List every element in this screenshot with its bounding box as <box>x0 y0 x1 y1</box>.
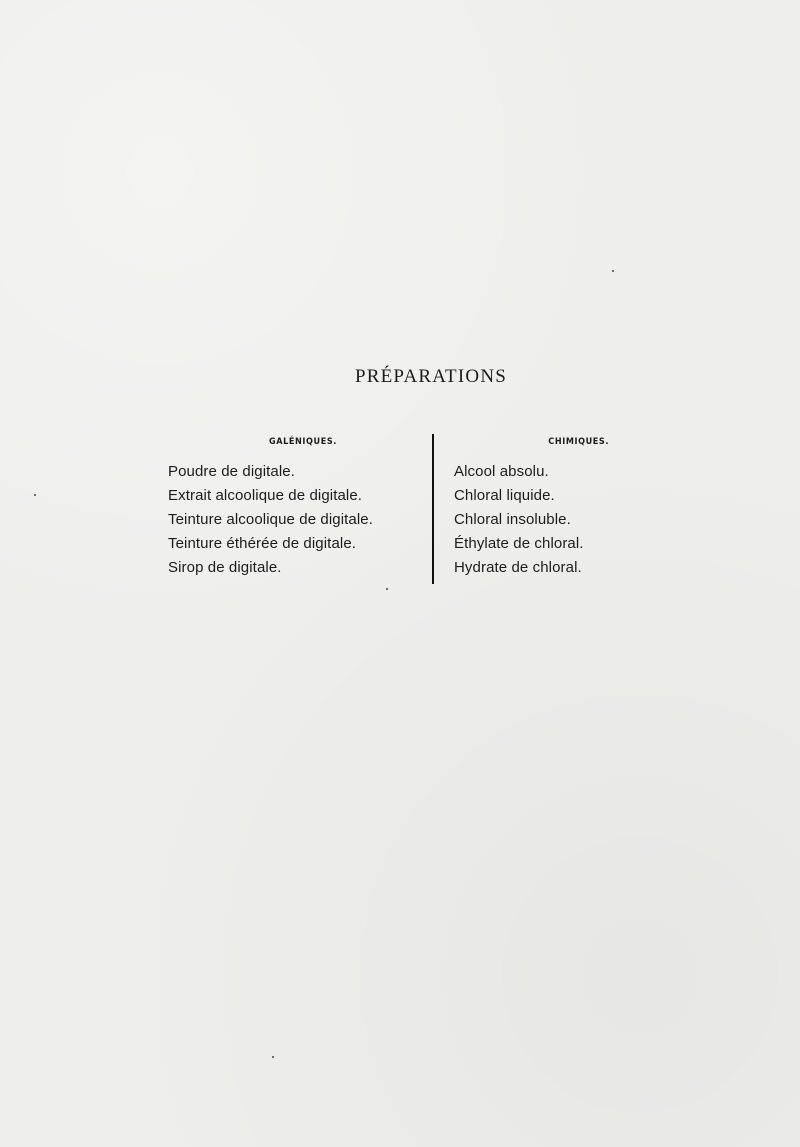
ink-speck <box>272 1056 274 1058</box>
chimiques-column <box>454 437 624 580</box>
list-item: Sirop de digitale. <box>168 559 282 576</box>
list-item: Extrait alcoolique de digitale. <box>168 487 363 504</box>
list-item: Teinture éthérée de digitale. <box>168 535 357 552</box>
ink-speck <box>386 588 388 590</box>
galeniques-column <box>168 437 418 580</box>
list-item: Hydrate de chloral. <box>454 559 582 576</box>
list-item: Teinture alcoolique de digitale. <box>168 511 374 528</box>
chimiques-header: CHIMIQUES. <box>548 437 609 447</box>
ink-speck <box>34 494 36 496</box>
list-item: Poudre de digitale. <box>168 463 295 480</box>
list-item: Chloral liquide. <box>454 487 555 504</box>
page-title: PRÉPARATIONS <box>354 366 508 387</box>
ink-speck <box>612 270 614 272</box>
list-item: Chloral insoluble. <box>454 511 571 528</box>
list-item: Éthylate de chloral. <box>454 535 584 552</box>
list-item: Alcool absolu. <box>454 463 549 480</box>
galeniques-header: GALÉNIQUES. <box>269 437 337 447</box>
column-divider <box>432 434 434 584</box>
